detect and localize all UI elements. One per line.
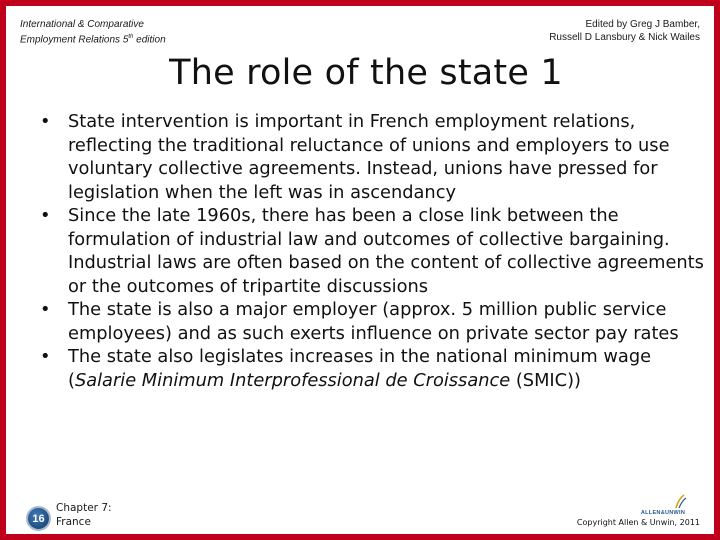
bullet-item [34,298,706,345]
bullet-item [34,110,706,204]
page-number-badge: 16 [26,506,51,531]
book-title-header [20,18,166,46]
chapter-line2: France [56,516,91,528]
bullet-icon: • [40,346,51,367]
copyright-notice: Copyright Allen & Unwin, 2011 [576,518,700,527]
bullet-item [34,204,706,298]
editors-header [549,18,700,44]
bullet-text: The state is also a major employer (approx. 5 million public service employees) and as such exerts influence on private sector pay rates [68,299,679,344]
book-title-line1: International & Comparative [20,19,144,30]
edition-prefix: Employment Relations 5 [20,34,129,46]
chapter-label [56,501,112,529]
edition-suffix: edition [133,34,166,46]
editors-line2: Russell D Lansbury & Nick Wailes [549,32,700,43]
publisher-wordmark: ALLEN&UNWIN [640,510,686,516]
bullet-text: State intervention is important in French employment relations, reflecting the traditional reluctance of unions and employers to use voluntary collective agreements. Instead, unions have pressed for legislation when the left was in ascendancy [68,111,670,203]
bullet-text-italic: Salarie Minimum Interprofessional de Croissance [74,369,511,391]
bullet-icon: • [40,205,51,226]
bullet-text-after: (SMIC)) [510,369,581,391]
book-title-line2 [20,31,166,46]
slide-title: The role of the state 1 [169,53,563,93]
bullet-list [34,110,706,392]
bullet-text: Since the late 1960s, there has been a close link between the formulation of industrial law and outcomes of collective bargaining. Industrial laws are often based on the content of collective agreements or the outcomes of tripartite discussions [68,205,704,297]
publisher-logo-icon [632,494,694,510]
publisher-logo [632,494,694,516]
edition-sup: th [128,34,134,40]
editors-line1: Edited by Greg J Bamber, [585,19,700,30]
chapter-line1: Chapter 7: [56,502,112,514]
bullet-text-before: The state also legislates increases in the national minimum wage ( [68,346,652,391]
bullet-item [34,345,706,392]
bullet-icon: • [40,111,51,132]
bullet-icon: • [40,299,51,320]
